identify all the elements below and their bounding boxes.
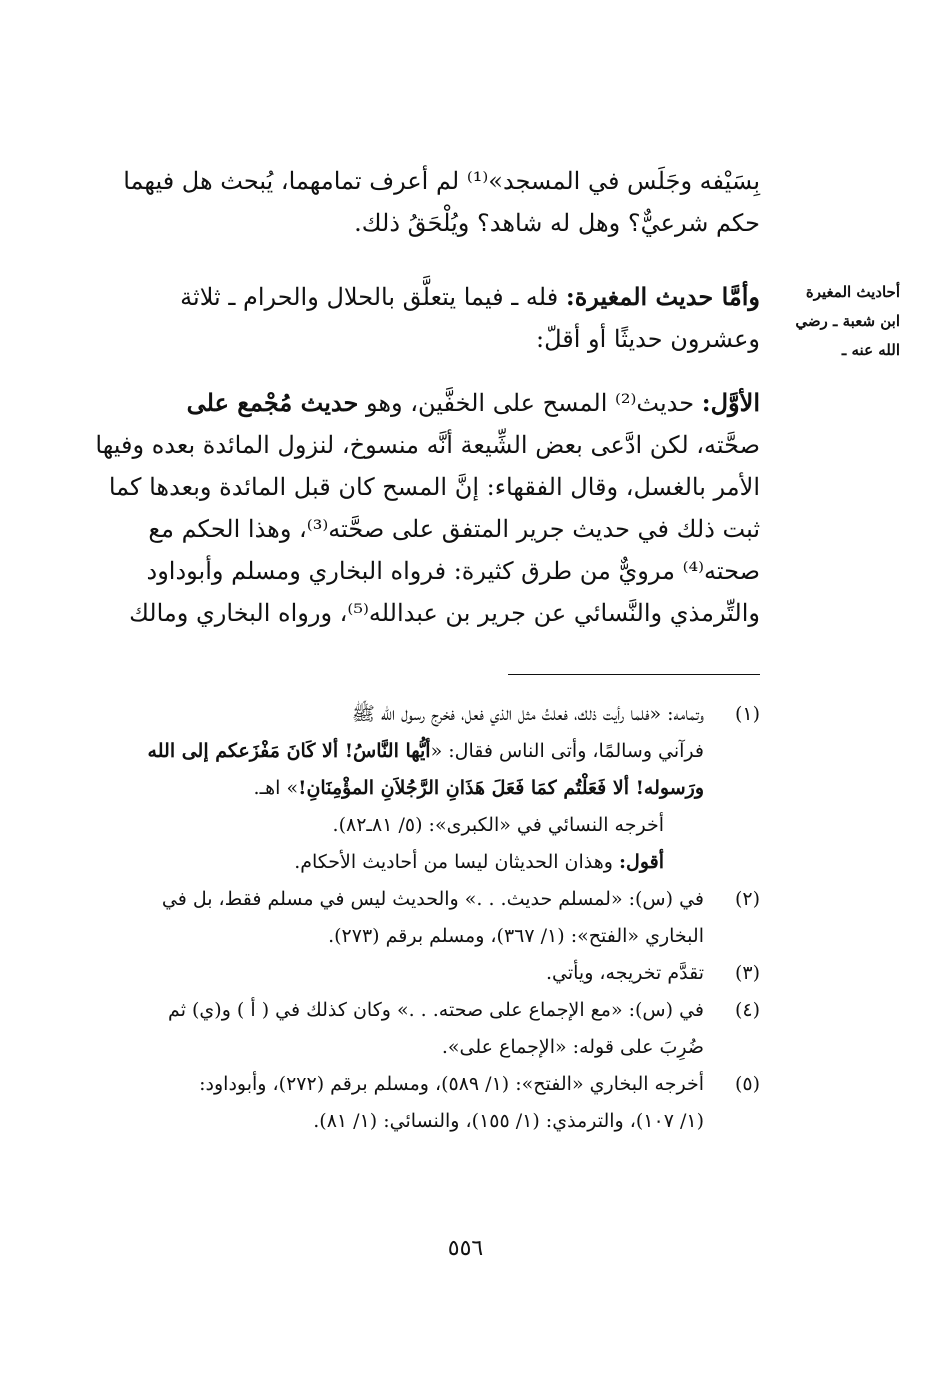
footnote-number: (٣)	[734, 962, 760, 984]
footnote-line: أخرجه النسائي في «الكبرى»: (٥/ ٨١ـ٨٢).	[332, 814, 664, 836]
first-hadith-section	[95, 382, 760, 634]
footnote-line: وتمامه: «فلما رأيت ذلك، فعلتُ مثل الذي فعل، فخرج رسول الله ﷺ	[351, 703, 704, 725]
footnote-1	[96, 696, 760, 881]
footnote-number: (٥)	[734, 1073, 760, 1095]
footnote-line	[96, 733, 704, 770]
bold-span: أقول:	[619, 851, 664, 873]
footnote-line	[96, 844, 704, 881]
text-line: حكم شرعيٌّ؟ وهل له شاهد؟ ويُلْحَقُ ذلك.	[354, 209, 760, 237]
footnote-number: (٤)	[734, 999, 760, 1021]
text-line: بِسَيْفه وجَلَس في المسجد»⁽¹⁾ لم أعرف تمامهما، يُبحث هل فيهما	[123, 167, 760, 195]
footnote-5	[96, 1066, 760, 1140]
margin-note-line: أحاديث المغيرة	[805, 283, 900, 301]
text-line: صحته⁽⁴⁾ مرويٌّ من طرق كثيرة: فرواه البخاري ومسلم وأبوداود	[146, 557, 760, 585]
footnote-line: تقدَّم تخريجه، ويأتي.	[545, 962, 704, 984]
footnote-2	[96, 881, 760, 955]
text-span: » اهـ.	[253, 777, 299, 799]
footnote-line: أخرجه البخاري «الفتح»: (١/ ٥٨٩)، ومسلم برقم (٢٧٢)، وأبوداود:	[199, 1073, 704, 1095]
text-span: فله ـ فيما يتعلَّق بالحلال والحرام ـ ثلاثة	[180, 283, 559, 311]
text-line: صحَّته، لكن ادَّعى بعض الشِّيعة أنَّه منسوخ، لنزول المائدة بعده وفيها	[95, 431, 760, 459]
text-line	[98, 382, 760, 424]
mughira-section	[98, 276, 760, 360]
text-line	[98, 276, 760, 318]
bold-span: أيُّها النَّاسُ! ألا كَانَ مَفْزَعكم إلى الله	[147, 740, 431, 762]
footnote-line: (١/ ١٠٧)، والترمذي: (١/ ١٥٥)، والنسائي: (١/ ٨١).	[313, 1110, 704, 1132]
text-line: الأمر بالغسل، وقال الفقهاء: إنَّ المسح كان قبل المائدة وبعدها كما	[108, 473, 760, 501]
footnote-line: البخاري «الفتح»: (١/ ٣٦٧)، ومسلم برقم (٢٧٣).	[328, 925, 704, 947]
text-line: والتِّرمذي والنَّسائي عن جرير بن عبدالله⁽⁵⁾، ورواه البخاري ومالك	[129, 599, 760, 627]
footnote-divider	[508, 674, 760, 675]
section-heading: وأمَّا حديث المغيرة:	[565, 282, 760, 311]
text-span: وهذان الحديثان ليسا من أحاديث الأحكام.	[294, 851, 613, 873]
text-span: فرآني وسالمًا، وأتى الناس فقال: «	[430, 740, 704, 762]
section-heading: الأوَّل:	[701, 388, 760, 417]
footnote-4	[96, 992, 760, 1066]
footnotes	[96, 696, 760, 1140]
footnote-line: في (س): «لمسلم حديث. . .» والحديث ليس في مسلم فقط، بل في	[161, 888, 704, 910]
margin-note-line: ابن شعبة ـ رضي	[795, 312, 900, 330]
footnote-line	[96, 770, 704, 807]
footnote-line: في (س): «مع الإجماع على صحته. . .» وكان كذلك في ( أ ) و(ي) ثم	[168, 999, 704, 1021]
text-line: وعشرون حديثًا أو أقلّ:	[536, 325, 760, 353]
footnote-number: (١)	[734, 703, 760, 725]
text-span: حديث⁽²⁾ المسح على الخفَّين، وهو	[365, 389, 695, 417]
margin-note-line: الله عنه ـ	[841, 341, 900, 359]
footnote-number: (٢)	[734, 888, 760, 910]
main-text-top	[98, 160, 760, 244]
footnote-line: ضُرِبَ على قوله: «الإجماع على».	[441, 1036, 704, 1058]
footnote-3	[96, 955, 760, 992]
text-line: ثبت ذلك في حديث جرير المتفق على صحَّته⁽³⁾، وهذا الحكم مع	[148, 515, 760, 543]
bold-span: حديث مُجْمع على	[186, 388, 359, 417]
page-number: ٥٥٦	[447, 1236, 484, 1261]
bold-span: ورَسوله! ألا فَعَلْتُم كمَا فَعَلَ هَذَانِ الرَّجُلاَنِ المؤْمِنَانِ!	[298, 777, 704, 799]
margin-note	[780, 278, 900, 365]
